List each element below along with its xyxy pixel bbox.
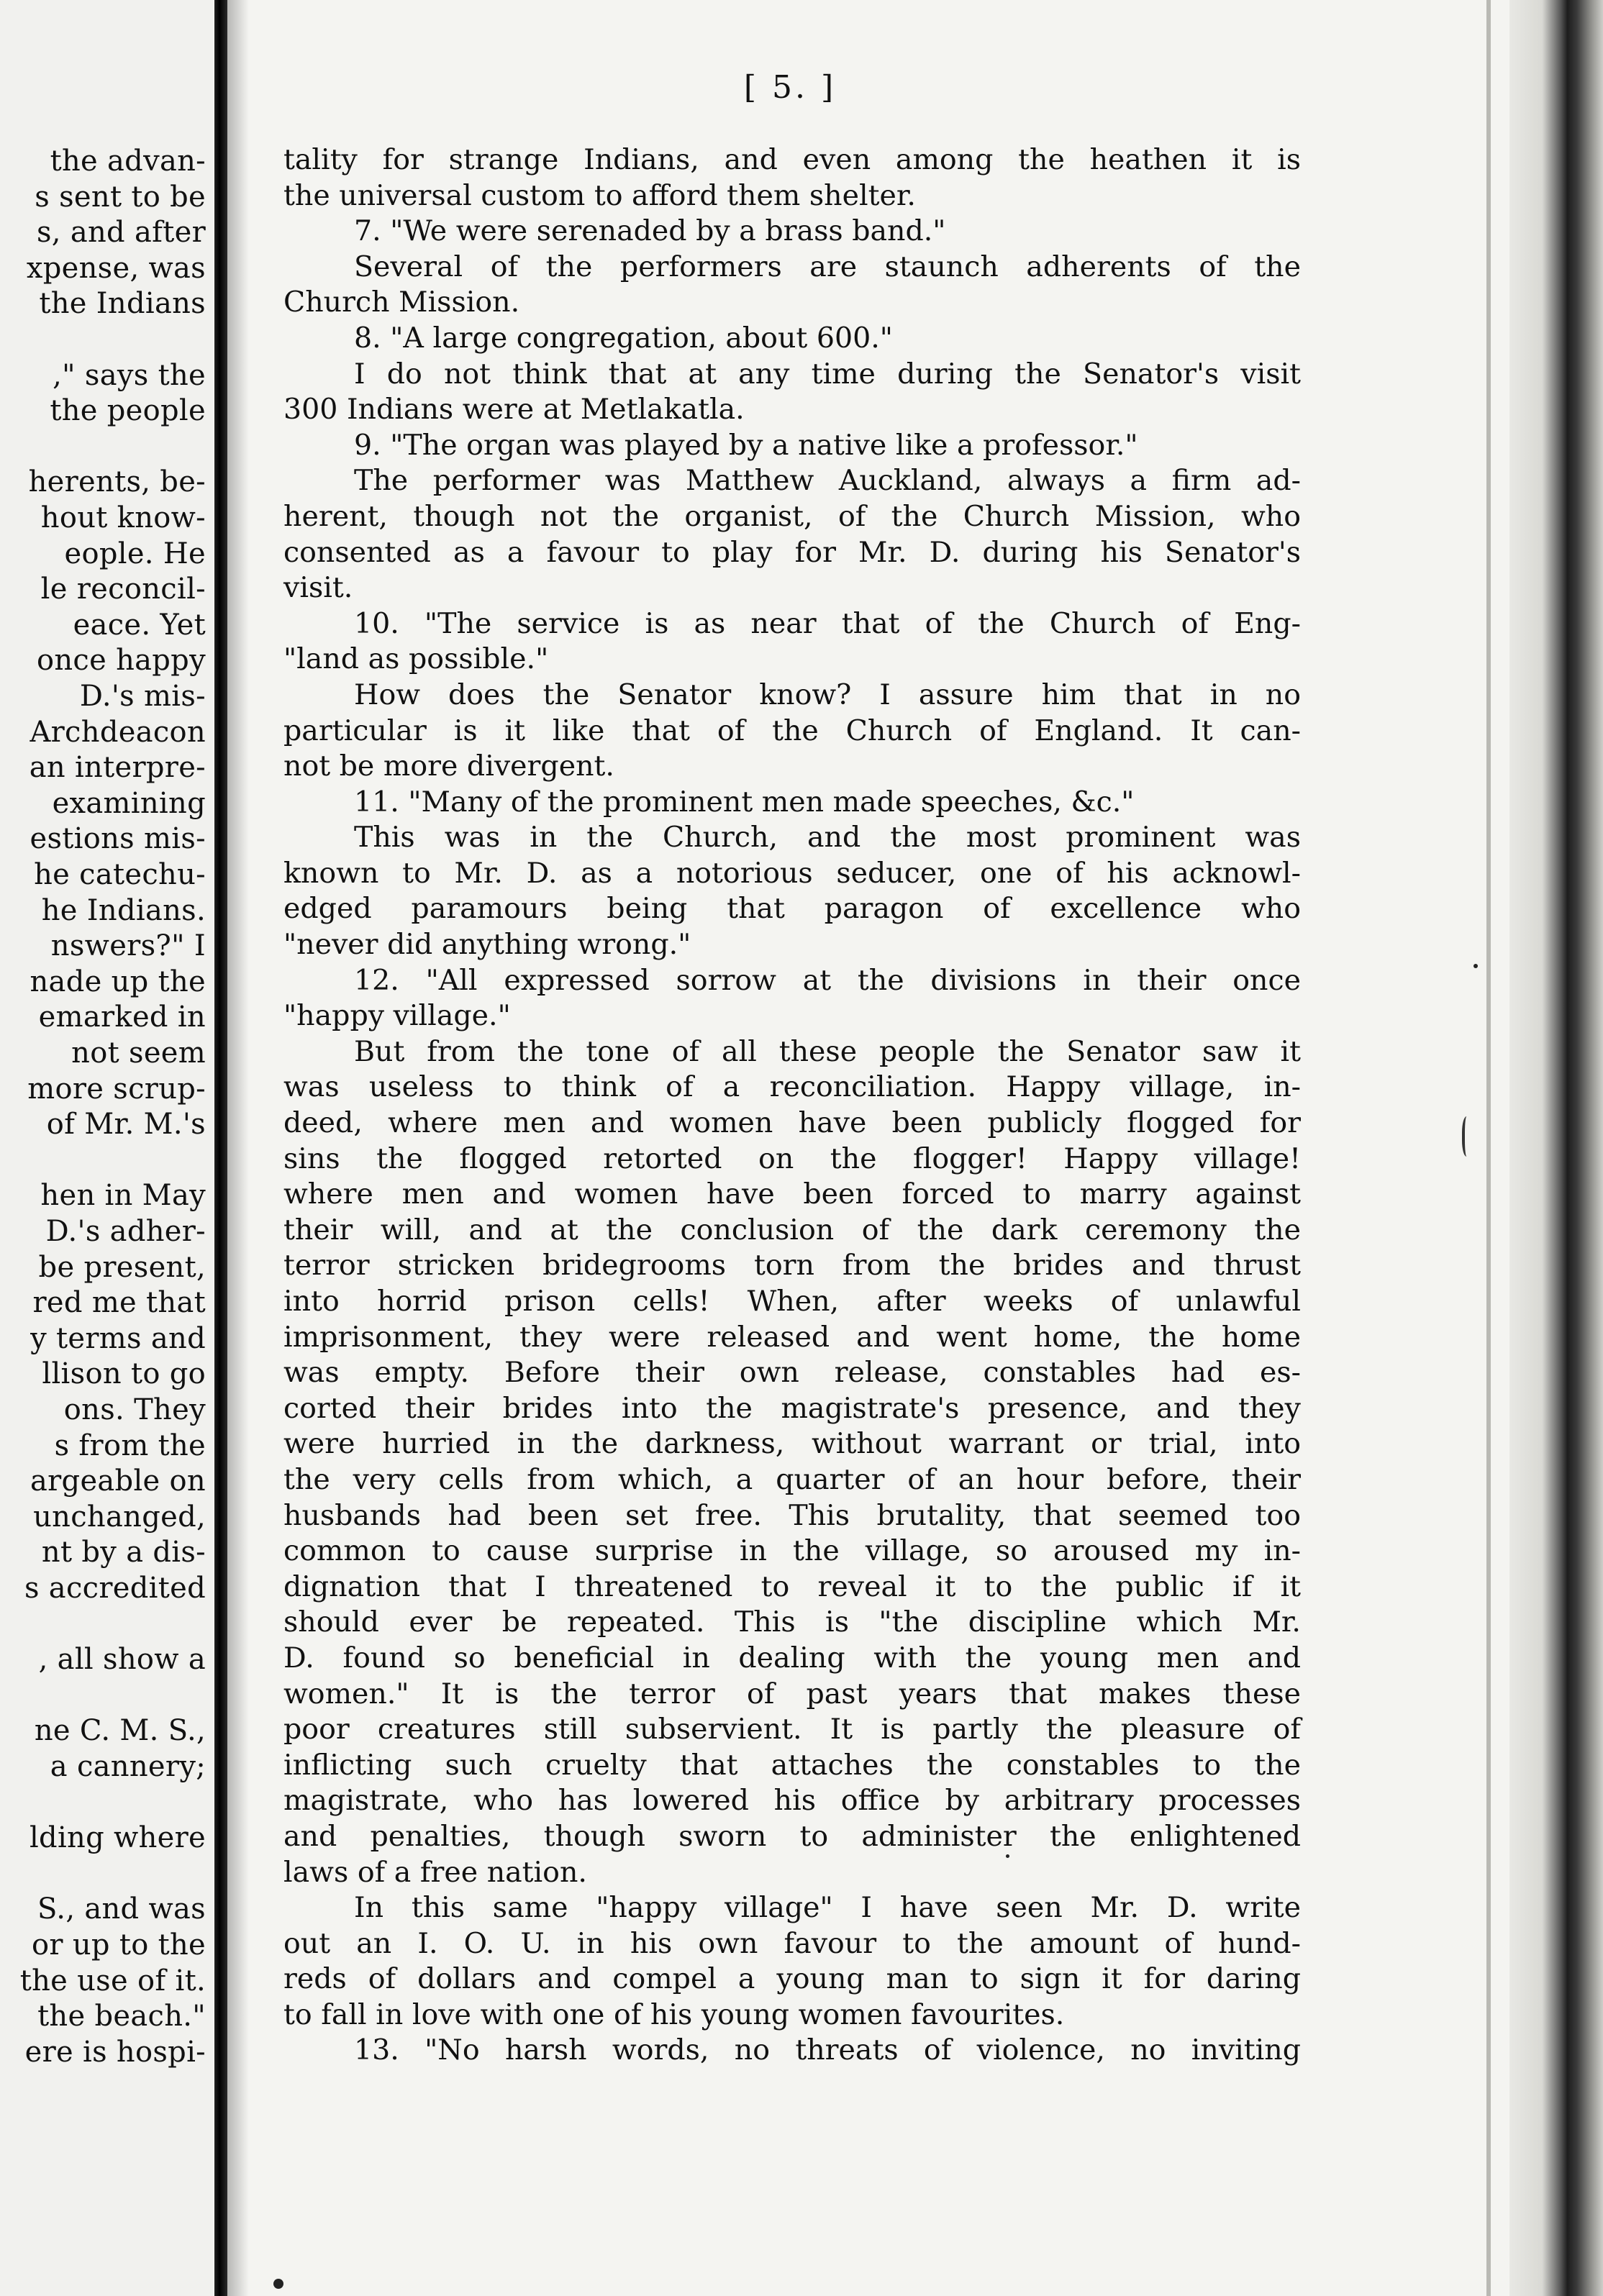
left-page-line: the beach." bbox=[37, 2000, 206, 2033]
left-page-line: s, and after bbox=[36, 216, 206, 250]
left-page-line: red me that bbox=[32, 1286, 206, 1320]
page-edge-line bbox=[1486, 0, 1491, 2296]
text-line: 8. "A large congregation, about 600." bbox=[354, 321, 893, 355]
text-line: dignation that I threatened to reveal it to the public if it bbox=[283, 1570, 1301, 1603]
left-page-line: the Indians bbox=[39, 287, 206, 321]
text-line: corted their brides into the magistrate's presence, and they bbox=[283, 1391, 1301, 1425]
left-page-line: not seem bbox=[71, 1037, 206, 1070]
text-line: visit. bbox=[283, 571, 353, 605]
text-line: 9. "The organ was played by a native like a professor." bbox=[354, 428, 1138, 462]
left-page-line: , all show a bbox=[38, 1643, 206, 1677]
left-page-line: s sent to be bbox=[35, 180, 206, 214]
left-page-line: s accredited bbox=[24, 1572, 206, 1605]
text-line: laws of a free nation. bbox=[283, 1855, 587, 1889]
text-line: Church Mission. bbox=[283, 286, 520, 319]
text-line: "land as possible." bbox=[283, 642, 549, 676]
left-page-line: lding where bbox=[29, 1821, 206, 1855]
left-page-line: ne C. M. S., bbox=[34, 1714, 206, 1748]
text-line: sins the flogged retorted on the flogger! Happy village! bbox=[283, 1142, 1301, 1175]
text-line: husbands had been set free. This brutality, that seemed too bbox=[283, 1498, 1301, 1532]
text-line: Several of the performers are staunch adherents of the bbox=[354, 250, 1301, 283]
left-page-line: he catechu- bbox=[34, 858, 206, 891]
text-line: consented as a favour to play for Mr. D. during his Senator's bbox=[283, 535, 1301, 569]
text-line: D. found so beneficial in dealing with the young men and bbox=[283, 1641, 1301, 1675]
text-line: This was in the Church, and the most prominent was bbox=[354, 821, 1301, 855]
left-page-line: eople. He bbox=[64, 537, 206, 570]
left-page-line: nswers?" I bbox=[50, 929, 206, 963]
left-page-line: eace. Yet bbox=[73, 608, 206, 642]
left-page-line: D.'s mis- bbox=[79, 680, 206, 713]
text-line: 300 Indians were at Metlakatla. bbox=[283, 393, 745, 427]
left-page-line: nt by a dis- bbox=[41, 1536, 206, 1570]
left-page-line: the use of it. bbox=[19, 1964, 206, 1997]
text-line: was empty. Before their own release, constables had es- bbox=[283, 1356, 1301, 1390]
left-page-line: estions mis- bbox=[29, 822, 206, 856]
text-line: reds of dollars and compel a young man to sign it for daring bbox=[283, 1962, 1301, 1996]
left-page-line: ons. They bbox=[63, 1393, 206, 1426]
left-page-line: examining bbox=[52, 786, 206, 820]
text-line: should ever be repeated. This is "the discipline which Mr. bbox=[283, 1605, 1301, 1639]
left-page-line: more scrup- bbox=[27, 1072, 206, 1106]
left-page-line: le reconcil- bbox=[40, 573, 206, 606]
text-line: The performer was Matthew Auckland, always a firm ad- bbox=[354, 464, 1301, 498]
text-line: was useless to think of a reconciliation. Happy village, in- bbox=[283, 1070, 1301, 1104]
left-page-line: of Mr. M.'s bbox=[46, 1108, 206, 1142]
ink-speck bbox=[1462, 1116, 1473, 1157]
left-page-line: an interpre- bbox=[29, 751, 206, 785]
left-page-line: D.'s adher- bbox=[45, 1215, 206, 1248]
text-line: inflicting such cruelty that attaches the constables to the bbox=[283, 1748, 1301, 1782]
left-page-line: hout know- bbox=[40, 501, 206, 534]
left-page-line: he Indians. bbox=[41, 893, 206, 927]
text-line: "happy village." bbox=[283, 999, 511, 1033]
text-line: and penalties, though sworn to administer the enlightened bbox=[283, 1819, 1301, 1853]
text-line: herent, though not the organist, of the Church Mission, who bbox=[283, 499, 1301, 533]
left-page-line: argeable on bbox=[29, 1464, 206, 1498]
gutter-shadow bbox=[227, 0, 249, 2296]
left-page-line: llison to go bbox=[42, 1357, 206, 1391]
text-line: known to Mr. D. as a notorious seducer, one of his acknowl- bbox=[283, 856, 1301, 890]
left-page-line: ere is hospi- bbox=[24, 2035, 206, 2069]
text-line: 10. "The service is as near that of the Church of Eng- bbox=[354, 606, 1301, 640]
left-page-line: the advan- bbox=[50, 145, 206, 178]
text-line: magistrate, who has lowered his office by arbitrary processes bbox=[283, 1784, 1301, 1818]
book-spine-gutter bbox=[214, 0, 227, 2296]
left-page-line: hen in May bbox=[40, 1179, 206, 1213]
left-page-line: emarked in bbox=[38, 1001, 206, 1034]
text-line: into horrid prison cells! When, after weeks of unlawful bbox=[283, 1285, 1301, 1318]
text-line: 12. "All expressed sorrow at the divisions in their once bbox=[354, 963, 1301, 997]
text-line: tality for strange Indians, and even among the heathen it is bbox=[283, 143, 1301, 176]
left-page-line: y terms and bbox=[30, 1321, 206, 1355]
text-line: the universal custom to afford them shelter. bbox=[283, 178, 916, 212]
text-line: I do not think that at any time during the Senator's visit bbox=[354, 357, 1301, 391]
left-page-line: herents, be- bbox=[28, 465, 206, 499]
left-facing-page bbox=[0, 0, 213, 2296]
text-line: their will, and at the conclusion of the dark ceremony the bbox=[283, 1213, 1301, 1247]
text-line: were hurried in the darkness, without warrant or trial, into bbox=[283, 1427, 1301, 1461]
right-page-edge bbox=[1509, 0, 1603, 2296]
text-line: common to cause surprise in the village, so aroused my in- bbox=[283, 1534, 1301, 1568]
ink-speck bbox=[1473, 964, 1478, 968]
ink-speck bbox=[1006, 1854, 1009, 1858]
left-page-line: ," says the bbox=[53, 358, 206, 392]
page-number: [ 5. ] bbox=[743, 69, 837, 106]
text-line: 13. "No harsh words, no threats of violence, no inviting bbox=[354, 2033, 1301, 2067]
left-page-line: be present, bbox=[38, 1250, 206, 1284]
left-page-line: xpense, was bbox=[26, 251, 206, 285]
left-page-line: or up to the bbox=[32, 1928, 206, 1962]
left-page-line: S., and was bbox=[37, 1892, 206, 1926]
left-page-line: the people bbox=[50, 394, 206, 428]
text-line: to fall in love with one of his young women favourites. bbox=[283, 1997, 1065, 2031]
main-text-column bbox=[283, 142, 1301, 2069]
text-line: women." It is the terror of past years that makes these bbox=[283, 1677, 1301, 1710]
text-line: edged paramours being that paragon of excellence who bbox=[283, 892, 1301, 926]
text-line: How does the Senator know? I assure him that in no bbox=[354, 678, 1301, 711]
text-line: But from the tone of all these people the Senator saw it bbox=[354, 1034, 1301, 1068]
left-page-line: nade up the bbox=[29, 965, 206, 998]
text-line: 11. "Many of the prominent men made speeches, &c." bbox=[354, 785, 1135, 819]
text-line: particular is it like that of the Church of England. It can- bbox=[283, 714, 1301, 747]
left-page-line: s from the bbox=[54, 1429, 206, 1462]
text-line: In this same "happy village" I have seen Mr. D. write bbox=[354, 1891, 1301, 1925]
text-line: out an I. O. U. in his own favour to the amount of hund- bbox=[283, 1926, 1301, 1960]
text-line: 7. "We were serenaded by a brass band." bbox=[354, 214, 946, 248]
text-line: imprisonment, they were released and went home, the home bbox=[283, 1320, 1301, 1354]
text-line: where men and women have been forced to marry against bbox=[283, 1177, 1301, 1211]
text-line: the very cells from which, a quarter of an hour before, their bbox=[283, 1462, 1301, 1496]
left-page-line: once happy bbox=[36, 644, 206, 678]
text-line: terror stricken bridegrooms torn from the brides and thrust bbox=[283, 1249, 1301, 1283]
left-page-line: a cannery; bbox=[50, 1750, 206, 1783]
text-line: poor creatures still subservient. It is partly the pleasure of bbox=[283, 1713, 1301, 1746]
text-line: not be more divergent. bbox=[283, 750, 614, 783]
text-line: deed, where men and women have been publicly flogged for bbox=[283, 1106, 1301, 1140]
left-page-line: Archdeacon bbox=[29, 715, 206, 749]
text-line: "never did anything wrong." bbox=[283, 928, 691, 962]
left-page-line: unchanged, bbox=[33, 1500, 206, 1534]
ink-speck bbox=[273, 2279, 283, 2289]
